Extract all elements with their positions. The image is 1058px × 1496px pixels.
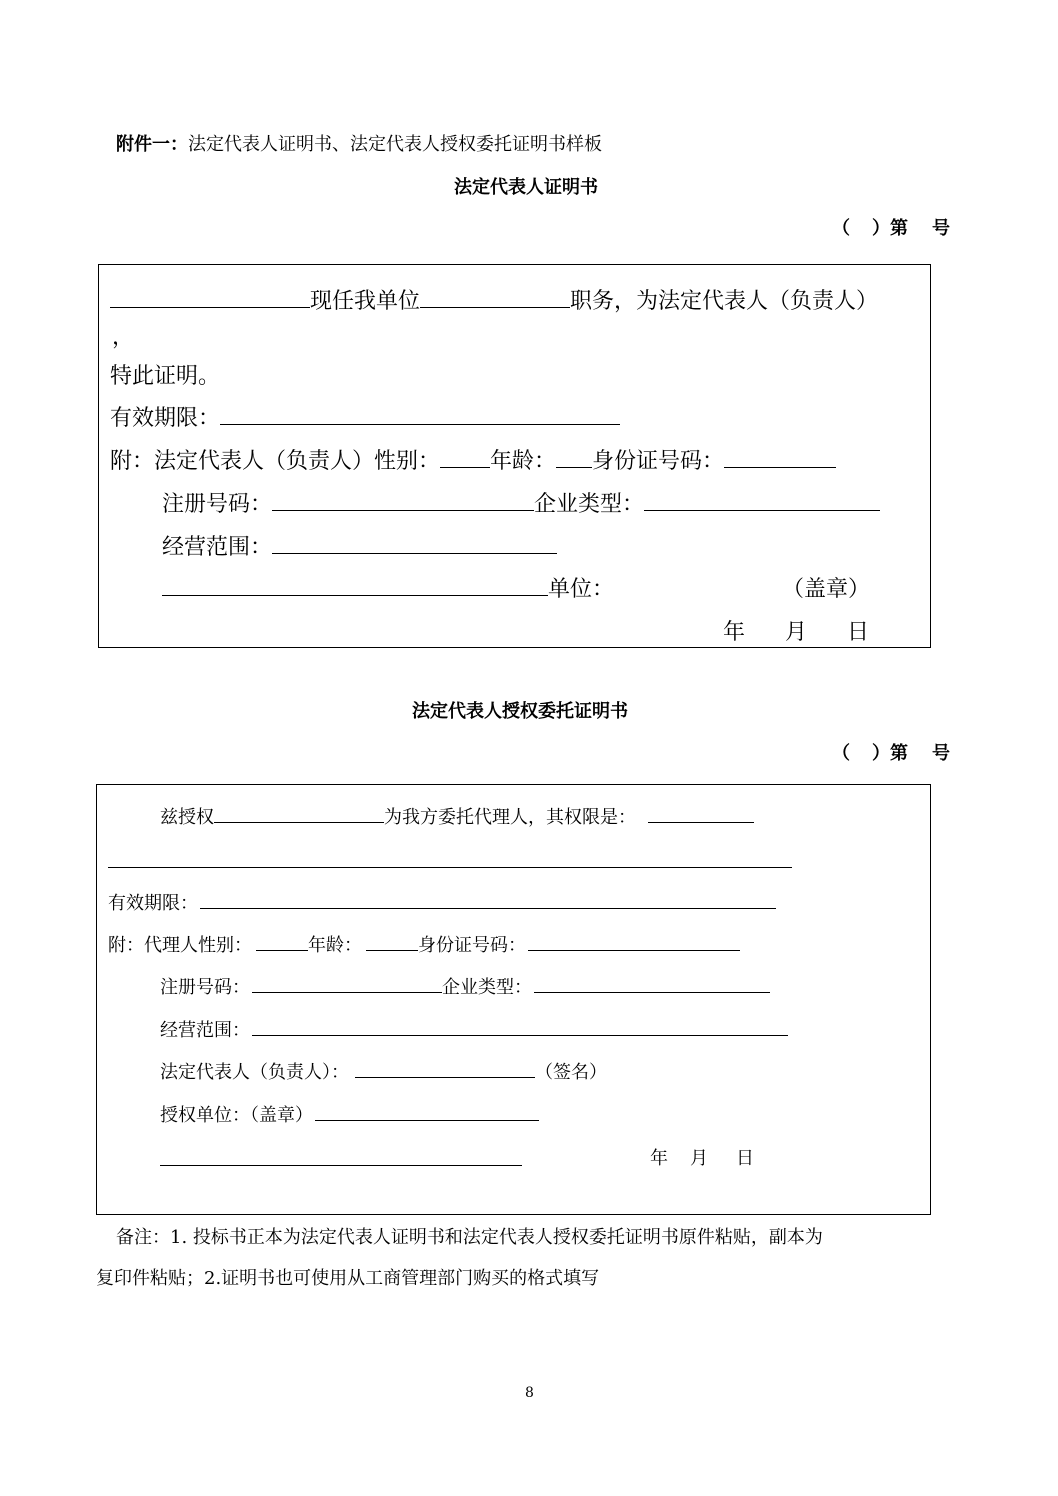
cert2-validity: 有效期限： <box>108 889 776 915</box>
cert1-validity: 有效期限： <box>110 401 620 432</box>
auth-unit-blank[interactable] <box>315 1103 539 1121</box>
id-blank[interactable] <box>724 446 836 468</box>
unit-blank[interactable] <box>162 574 548 596</box>
cert2-authorize-line: 兹授权 为我方委托代理人，其权限是： <box>160 803 754 829</box>
cert2-number: （ ）第 号 <box>832 743 950 764</box>
agent-id-blank[interactable] <box>528 933 740 951</box>
cert2-reg-line: 注册号码： 企业类型： <box>160 973 770 999</box>
cert1-scope-line: 经营范围： <box>162 530 557 561</box>
cert1-attach-line: 附：法定代表人（负责人）性别： 年龄： 身份证号码： <box>110 444 836 475</box>
cert1-date: 年 月 日 <box>723 620 870 645</box>
type-blank[interactable] <box>534 975 770 993</box>
cert2-box <box>96 784 931 1215</box>
cert1-title: 法定代表人证明书 <box>454 177 598 198</box>
attachment-label: 附件一： <box>116 134 188 155</box>
cert1-comma: ， <box>112 325 135 350</box>
cert2-date: 年 月 日 <box>650 1148 754 1169</box>
notes-line1: 备注：1. 投标书正本为法定代表人证明书和法定代表人授权委托证明书原件粘贴，副本为 <box>116 1227 823 1248</box>
cert1-line1: 现任我单位 职务，为法定代表人（负责人） <box>110 284 878 315</box>
scope-blank[interactable] <box>272 532 557 554</box>
page-number: 8 <box>525 1385 534 1401</box>
scope-of-authority-blank[interactable] <box>648 805 754 823</box>
scope-blank[interactable] <box>252 1018 788 1036</box>
cert2-auth-unit-line: 授权单位：（盖章） <box>160 1101 539 1127</box>
agent-age-blank[interactable] <box>366 933 418 951</box>
cert1-unit-line: 单位： <box>162 572 614 603</box>
validity-blank[interactable] <box>200 891 776 909</box>
type-blank[interactable] <box>644 489 880 511</box>
agent-name-blank[interactable] <box>214 805 384 823</box>
name-blank[interactable] <box>110 286 310 308</box>
gender-blank[interactable] <box>440 446 490 468</box>
cert1-number: （ ）第 号 <box>832 218 950 239</box>
agent-gender-blank[interactable] <box>256 933 308 951</box>
attachment-heading <box>116 130 602 156</box>
cert1-reg-line: 注册号码： 企业类型： <box>162 487 880 518</box>
cert1-seal: （盖章） <box>782 577 871 602</box>
reg-blank[interactable] <box>272 489 534 511</box>
position-blank[interactable] <box>420 286 570 308</box>
cert2-title: 法定代表人授权委托证明书 <box>412 701 628 722</box>
validity-blank[interactable] <box>220 403 620 425</box>
legal-rep-blank[interactable] <box>355 1060 535 1078</box>
cert2-legal-rep-line: 法定代表人（负责人）： （签名） <box>160 1058 607 1084</box>
cert1-line2: 特此证明。 <box>110 364 221 389</box>
cert2-attach-line: 附：代理人性别： 年龄： 身份证号码： <box>108 931 740 957</box>
age-blank[interactable] <box>556 446 592 468</box>
attachment-text: 法定代表人证明书、法定代表人授权委托证明书样板 <box>188 134 602 155</box>
authority-continuation-blank[interactable] <box>108 867 792 868</box>
reg-blank[interactable] <box>252 975 442 993</box>
cert2-scope-line: 经营范围： <box>160 1016 788 1042</box>
signature-line[interactable] <box>160 1165 522 1166</box>
notes-line2: 复印件粘贴；2.证明书也可使用从工商管理部门购买的格式填写 <box>96 1268 600 1289</box>
